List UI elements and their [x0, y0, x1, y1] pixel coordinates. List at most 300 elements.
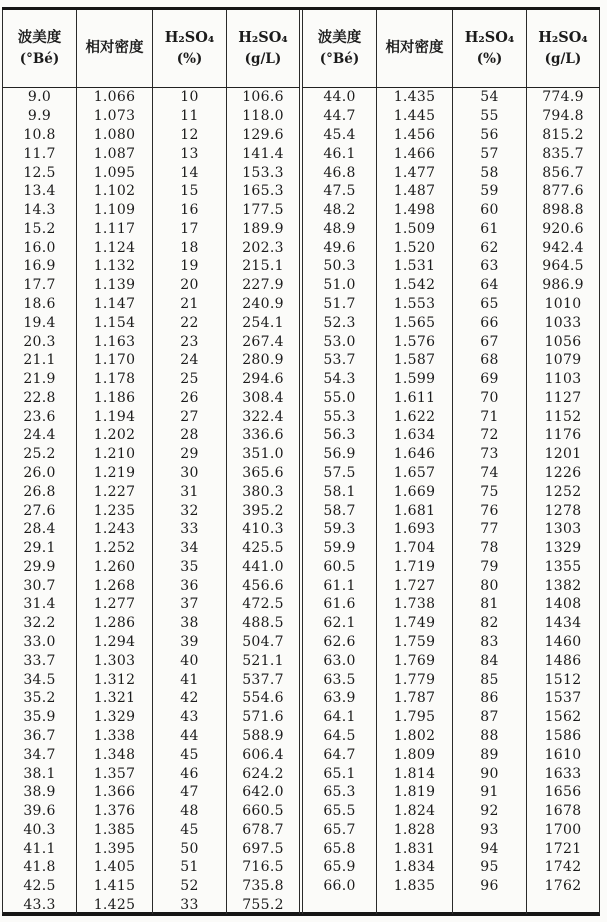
table-row — [3, 445, 300, 464]
cell: 129.6 — [227, 126, 300, 145]
cell: 1.286 — [77, 614, 153, 633]
cell: 59 — [453, 182, 527, 201]
cell: 35.9 — [3, 708, 77, 727]
cell: 27.6 — [3, 501, 77, 520]
table-row — [3, 539, 300, 558]
cell: 65 — [453, 295, 527, 314]
cell: 48 — [153, 802, 227, 821]
cell: 1127 — [527, 389, 600, 408]
cell: 1.466 — [377, 144, 453, 163]
cell: 77 — [453, 520, 527, 539]
cell: 96 — [453, 877, 527, 896]
cell: 67 — [453, 332, 527, 351]
cell: 1.802 — [377, 727, 453, 746]
cell: 84 — [453, 651, 527, 670]
cell: 23.6 — [3, 407, 77, 426]
header-density-title: 相对密度 — [85, 39, 144, 57]
cell — [303, 896, 377, 915]
cell: 410.3 — [227, 520, 300, 539]
header-cell-density — [77, 10, 153, 88]
table-row — [303, 839, 600, 858]
cell: 456.6 — [227, 576, 300, 595]
cell: 425.5 — [227, 539, 300, 558]
cell: 92 — [453, 802, 527, 821]
cell: 189.9 — [227, 219, 300, 238]
header-baume-unit: (°Bé) — [319, 51, 360, 68]
cell: 22 — [153, 313, 227, 332]
header-percent-unit: (%) — [176, 51, 203, 68]
cell: 44.0 — [303, 88, 377, 107]
table-row — [3, 558, 300, 577]
right-table-body — [303, 88, 600, 915]
cell: 1.828 — [377, 820, 453, 839]
cell: 1.260 — [77, 558, 153, 577]
header-cell-gpl — [227, 10, 300, 88]
cell: 17.7 — [3, 276, 77, 295]
cell: 254.1 — [227, 313, 300, 332]
cell: 61.1 — [303, 576, 377, 595]
cell: 308.4 — [227, 389, 300, 408]
cell: 40.3 — [3, 820, 77, 839]
cell: 41.8 — [3, 858, 77, 877]
table-row — [303, 482, 600, 501]
cell: 26 — [153, 389, 227, 408]
table-row — [3, 219, 300, 238]
table-row — [3, 276, 300, 295]
cell: 1.385 — [77, 820, 153, 839]
cell: 1512 — [527, 670, 600, 689]
cell: 1.087 — [77, 144, 153, 163]
cell: 697.5 — [227, 839, 300, 858]
cell: 18 — [153, 238, 227, 257]
header-cell-baume — [303, 10, 377, 88]
cell: 63.0 — [303, 651, 377, 670]
table-row — [303, 820, 600, 839]
cell: 1.809 — [377, 745, 453, 764]
cell: 69 — [453, 370, 527, 389]
table-row — [303, 313, 600, 332]
table-row — [303, 201, 600, 220]
cell: 521.1 — [227, 651, 300, 670]
cell: 1.719 — [377, 558, 453, 577]
cell: 65.8 — [303, 839, 377, 858]
cell: 43.3 — [3, 896, 77, 915]
cell — [453, 896, 527, 915]
cell: 55.3 — [303, 407, 377, 426]
cell: 37 — [153, 595, 227, 614]
cell: 267.4 — [227, 332, 300, 351]
cell: 1.520 — [377, 238, 453, 257]
cell: 1.376 — [77, 802, 153, 821]
cell: 39.6 — [3, 802, 77, 821]
cell: 964.5 — [527, 257, 600, 276]
table-row — [303, 708, 600, 727]
cell: 1537 — [527, 689, 600, 708]
cell: 59.9 — [303, 539, 377, 558]
cell: 1.587 — [377, 351, 453, 370]
cell: 89 — [453, 745, 527, 764]
cell: 1.080 — [77, 126, 153, 145]
cell: 74 — [453, 464, 527, 483]
cell: 1.769 — [377, 651, 453, 670]
cell: 15 — [153, 182, 227, 201]
table-row — [303, 276, 600, 295]
cell: 1762 — [527, 877, 600, 896]
cell: 83 — [453, 633, 527, 652]
cell: 66.0 — [303, 877, 377, 896]
cell: 1.738 — [377, 595, 453, 614]
cell: 1.329 — [77, 708, 153, 727]
table-row — [3, 107, 300, 126]
cell: 16 — [153, 201, 227, 220]
cell: 1633 — [527, 764, 600, 783]
cell: 34.7 — [3, 745, 77, 764]
cell: 42 — [153, 689, 227, 708]
cell: 1.219 — [77, 464, 153, 483]
table-row — [303, 144, 600, 163]
cell: 1.227 — [77, 482, 153, 501]
cell: 1.831 — [377, 839, 453, 858]
cell: 44 — [153, 727, 227, 746]
cell: 606.4 — [227, 745, 300, 764]
cell: 336.6 — [227, 426, 300, 445]
table-row — [3, 201, 300, 220]
cell: 1434 — [527, 614, 600, 633]
cell: 1.487 — [377, 182, 453, 201]
cell: 1.779 — [377, 670, 453, 689]
cell: 33 — [153, 896, 227, 915]
cell: 12.5 — [3, 163, 77, 182]
cell: 1056 — [527, 332, 600, 351]
cell: 58.1 — [303, 482, 377, 501]
table-row — [303, 238, 600, 257]
table-row — [303, 727, 600, 746]
cell: 82 — [453, 614, 527, 633]
table-row — [3, 389, 300, 408]
cell: 13 — [153, 144, 227, 163]
cell: 554.6 — [227, 689, 300, 708]
cell: 1.634 — [377, 426, 453, 445]
cell: 45.4 — [303, 126, 377, 145]
table-row — [303, 520, 600, 539]
cell: 54 — [453, 88, 527, 107]
table-row — [3, 295, 300, 314]
cell: 1.154 — [77, 313, 153, 332]
cell: 24 — [153, 351, 227, 370]
cell: 36.7 — [3, 727, 77, 746]
cell: 88 — [453, 727, 527, 746]
cell: 280.9 — [227, 351, 300, 370]
cell: 1610 — [527, 745, 600, 764]
cell: 1.117 — [77, 219, 153, 238]
cell: 61 — [453, 219, 527, 238]
header-cell-percent — [153, 10, 227, 88]
cell: 472.5 — [227, 595, 300, 614]
table-row — [303, 896, 600, 915]
header-percent-title: H₂SO₄ — [464, 28, 515, 46]
cell: 1.727 — [377, 576, 453, 595]
cell: 1.415 — [77, 877, 153, 896]
cell: 1010 — [527, 295, 600, 314]
cell: 27 — [153, 407, 227, 426]
cell: 50.3 — [303, 257, 377, 276]
cell: 26.8 — [3, 482, 77, 501]
cell: 1.348 — [77, 745, 153, 764]
cell: 10.8 — [3, 126, 77, 145]
cell: 774.9 — [527, 88, 600, 107]
cell: 1.312 — [77, 670, 153, 689]
cell: 1.693 — [377, 520, 453, 539]
table-row — [303, 126, 600, 145]
cell: 11.7 — [3, 144, 77, 163]
cell: 1742 — [527, 858, 600, 877]
cell: 29 — [153, 445, 227, 464]
cell: 1.565 — [377, 313, 453, 332]
table-row — [303, 389, 600, 408]
cell: 31 — [153, 482, 227, 501]
cell: 65.5 — [303, 802, 377, 821]
cell: 46.1 — [303, 144, 377, 163]
cell: 30.7 — [3, 576, 77, 595]
cell: 51.0 — [303, 276, 377, 295]
cell: 1033 — [527, 313, 600, 332]
cell: 55 — [453, 107, 527, 126]
table-row — [303, 539, 600, 558]
table-row — [3, 407, 300, 426]
cell: 1.611 — [377, 389, 453, 408]
cell: 29.1 — [3, 539, 77, 558]
cell: 1.657 — [377, 464, 453, 483]
cell: 1.704 — [377, 539, 453, 558]
cell: 1201 — [527, 445, 600, 464]
cell: 1678 — [527, 802, 600, 821]
header-cell-gpl — [527, 10, 600, 88]
cell: 63.9 — [303, 689, 377, 708]
cell: 441.0 — [227, 558, 300, 577]
cell: 28.4 — [3, 520, 77, 539]
cell: 62 — [453, 238, 527, 257]
cell: 75 — [453, 482, 527, 501]
cell: 85 — [453, 670, 527, 689]
cell: 537.7 — [227, 670, 300, 689]
table-row — [3, 332, 300, 351]
cell: 1.477 — [377, 163, 453, 182]
cell: 18.6 — [3, 295, 77, 314]
cell: 1.147 — [77, 295, 153, 314]
cell: 58.7 — [303, 501, 377, 520]
cell: 57.5 — [303, 464, 377, 483]
table-row — [303, 295, 600, 314]
table-row — [303, 614, 600, 633]
cell: 38 — [153, 614, 227, 633]
cell: 735.8 — [227, 877, 300, 896]
cell: 46 — [153, 764, 227, 783]
table-row — [3, 839, 300, 858]
cell: 35.2 — [3, 689, 77, 708]
cell: 35 — [153, 558, 227, 577]
cell: 588.9 — [227, 727, 300, 746]
table-row — [3, 426, 300, 445]
cell: 21.9 — [3, 370, 77, 389]
cell: 54.3 — [303, 370, 377, 389]
cell: 52.3 — [303, 313, 377, 332]
header-density-title: 相对密度 — [385, 39, 444, 57]
cell: 41.1 — [3, 839, 77, 858]
cell: 1.109 — [77, 201, 153, 220]
cell: 1382 — [527, 576, 600, 595]
cell: 24.4 — [3, 426, 77, 445]
table-row — [3, 727, 300, 746]
cell: 26.0 — [3, 464, 77, 483]
cell: 1.553 — [377, 295, 453, 314]
table-row — [303, 445, 600, 464]
cell: 43 — [153, 708, 227, 727]
cell: 32.2 — [3, 614, 77, 633]
cell: 504.7 — [227, 633, 300, 652]
cell: 65.9 — [303, 858, 377, 877]
table-row — [3, 126, 300, 145]
cell: 1.186 — [77, 389, 153, 408]
cell: 1408 — [527, 595, 600, 614]
cell: 60 — [453, 201, 527, 220]
cell: 17 — [153, 219, 227, 238]
table-row — [3, 351, 300, 370]
cell: 1.405 — [77, 858, 153, 877]
cell: 34.5 — [3, 670, 77, 689]
right-table — [302, 10, 600, 914]
cell: 44.7 — [303, 107, 377, 126]
cell: 1.178 — [77, 370, 153, 389]
cell: 29.9 — [3, 558, 77, 577]
table-row — [3, 651, 300, 670]
header-baume-title: 波美度 — [317, 28, 362, 46]
cell: 59.3 — [303, 520, 377, 539]
table-row — [303, 651, 600, 670]
cell: 1.235 — [77, 501, 153, 520]
cell: 16.0 — [3, 238, 77, 257]
cell: 63 — [453, 257, 527, 276]
cell: 87 — [453, 708, 527, 727]
cell: 1.210 — [77, 445, 153, 464]
cell: 642.0 — [227, 783, 300, 802]
cell: 56.3 — [303, 426, 377, 445]
header-gpl-title: H₂SO₄ — [238, 28, 288, 46]
cell — [527, 896, 600, 915]
cell: 25 — [153, 370, 227, 389]
cell: 1.599 — [377, 370, 453, 389]
cell: 177.5 — [227, 201, 300, 220]
cell: 1.542 — [377, 276, 453, 295]
header-cell-percent — [453, 10, 527, 88]
cell: 1.268 — [77, 576, 153, 595]
cell: 1355 — [527, 558, 600, 577]
cell: 25.2 — [3, 445, 77, 464]
table-row — [3, 614, 300, 633]
table-row — [303, 633, 600, 652]
table-row — [303, 351, 600, 370]
cell: 1.321 — [77, 689, 153, 708]
header-gpl-unit: (g/L) — [544, 51, 582, 68]
cell: 1103 — [527, 370, 600, 389]
cell: 55.0 — [303, 389, 377, 408]
cell: 1.834 — [377, 858, 453, 877]
cell: 33 — [153, 520, 227, 539]
cell: 51 — [153, 858, 227, 877]
cell: 12 — [153, 126, 227, 145]
cell: 1278 — [527, 501, 600, 520]
cell: 56 — [453, 126, 527, 145]
cell: 9.9 — [3, 107, 77, 126]
cell: 90 — [453, 764, 527, 783]
table-row — [3, 708, 300, 727]
cell: 94 — [453, 839, 527, 858]
table-row — [303, 88, 600, 107]
header-row — [303, 10, 600, 88]
cell: 240.9 — [227, 295, 300, 314]
cell: 1.749 — [377, 614, 453, 633]
cell: 1.456 — [377, 126, 453, 145]
cell: 1.824 — [377, 802, 453, 821]
cell: 60.5 — [303, 558, 377, 577]
cell: 41 — [153, 670, 227, 689]
cell: 1.132 — [77, 257, 153, 276]
cell: 986.9 — [527, 276, 600, 295]
cell: 52 — [153, 877, 227, 896]
cell: 1.194 — [77, 407, 153, 426]
cell: 1303 — [527, 520, 600, 539]
cell: 1.435 — [377, 88, 453, 107]
cell: 215.1 — [227, 257, 300, 276]
cell: 322.4 — [227, 407, 300, 426]
table-row — [3, 633, 300, 652]
table-row — [303, 745, 600, 764]
cell: 1.576 — [377, 332, 453, 351]
table-row — [3, 670, 300, 689]
cell: 64.1 — [303, 708, 377, 727]
table-row — [303, 257, 600, 276]
cell: 1.445 — [377, 107, 453, 126]
table-row — [303, 783, 600, 802]
cell: 488.5 — [227, 614, 300, 633]
cell: 351.0 — [227, 445, 300, 464]
cell: 1.303 — [77, 651, 153, 670]
cell: 70 — [453, 389, 527, 408]
cell: 48.2 — [303, 201, 377, 220]
cell: 48.9 — [303, 219, 377, 238]
cell: 1562 — [527, 708, 600, 727]
cell: 58 — [453, 163, 527, 182]
table-row — [3, 783, 300, 802]
cell: 86 — [453, 689, 527, 708]
header-gpl-unit: (g/L) — [244, 51, 282, 68]
cell: 395.2 — [227, 501, 300, 520]
cell: 815.2 — [527, 126, 600, 145]
cell: 53.0 — [303, 332, 377, 351]
cell: 34 — [153, 539, 227, 558]
table-row — [3, 257, 300, 276]
table-right-half — [302, 10, 600, 912]
cell: 13.4 — [3, 182, 77, 201]
table-row — [303, 764, 600, 783]
table-row — [3, 313, 300, 332]
table-row — [303, 182, 600, 201]
table-row — [303, 877, 600, 896]
table-row — [3, 238, 300, 257]
table-row — [3, 520, 300, 539]
table-row — [303, 558, 600, 577]
cell: 1.243 — [77, 520, 153, 539]
cell: 20 — [153, 276, 227, 295]
